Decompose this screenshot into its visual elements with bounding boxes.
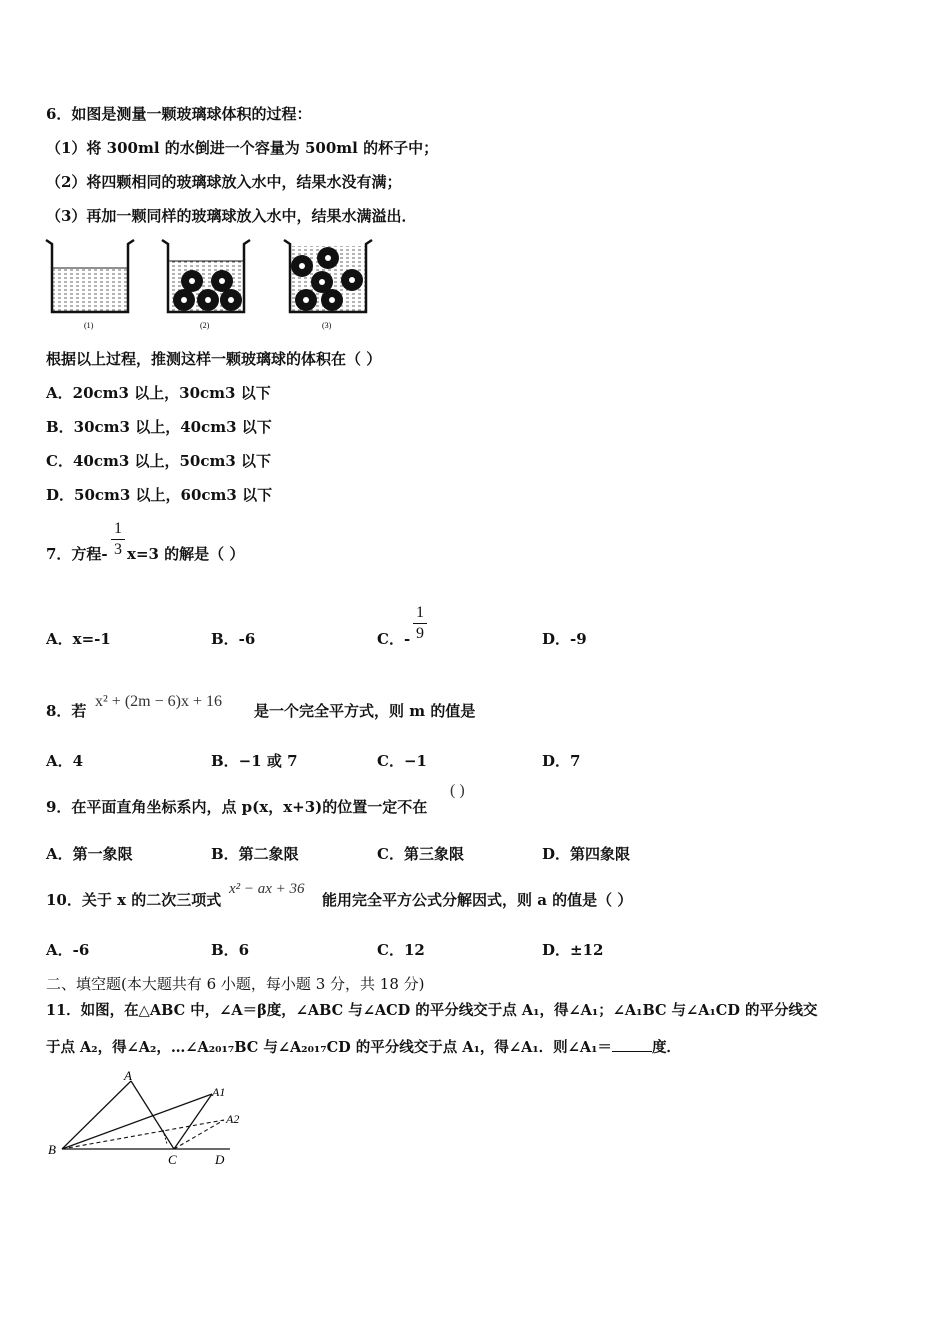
q9-paren: ( ) (450, 782, 465, 799)
label-D: D (215, 1152, 225, 1167)
label-A2: A2 (226, 1112, 240, 1126)
q9-option-b: B．第二象限 (211, 845, 299, 863)
q8-option-d: D．7 (542, 752, 581, 770)
label-A1: A1 (212, 1085, 226, 1099)
q6-option-b: B．30cm3 以上，40cm3 以下 (46, 418, 272, 436)
q6-question: 根据以上过程，推测这样一颗玻璃球的体积在（ ） (46, 350, 382, 368)
q10-option-b: B．6 (211, 941, 250, 959)
beaker-1 (46, 240, 134, 312)
q9-option-a: A．第一象限 (46, 845, 133, 863)
q7-frac-den: 3 (114, 541, 122, 558)
q8-prefix: 8．若 (46, 702, 87, 720)
q11-line2-text: 于点 A₂，得∠A₂，…∠A₂₀₁₇BC 与∠A₂₀₁₇CD 的平分线交于点 A₁，得∠A₁．则∠A₁＝ (46, 1039, 612, 1056)
q8-suffix: 是一个完全平方式，则 m 的值是 (254, 702, 476, 720)
q7-option-c-fraction (413, 604, 427, 643)
q6-option-c: C．40cm3 以上，50cm3 以下 (46, 452, 272, 470)
beaker-label-2: (2) (200, 321, 210, 330)
beaker-label-1: (1) (84, 321, 94, 330)
q10-suffix: 能用完全平方公式分解因式，则 a 的值是（ ） (322, 891, 633, 909)
q10-option-a: A．-6 (46, 941, 90, 959)
q7-option-c-prefix: C．- (377, 630, 411, 648)
q11-line1: 11．如图，在△ABC 中，∠A＝β度，∠ABC 与∠ACD 的平分线交于点 A₁，得∠A₁；∠A₁BC 与∠A₁CD 的平分线交 (46, 1002, 818, 1019)
q11-answer-blank[interactable] (612, 1039, 652, 1052)
label-B: B (48, 1142, 56, 1157)
q11-line2-end: 度． (651, 1039, 681, 1056)
q9-option-c: C．第三象限 (377, 845, 464, 863)
label-A: A (124, 1068, 132, 1083)
q8-option-a: A．4 (46, 752, 84, 770)
q6-step2: （2）将四颗相同的玻璃球放入水中，结果水没有满； (46, 173, 402, 191)
q7-option-a: A．x=-1 (46, 630, 111, 648)
q7-frac-num: 1 (114, 520, 122, 537)
q7-fraction (111, 520, 125, 559)
beaker-2 (162, 240, 250, 312)
q7-prefix: 7．方程- (46, 545, 108, 563)
q10-expression: x² − ax + 36 (229, 881, 305, 897)
q10-option-d: D．±12 (542, 941, 604, 959)
q9-stem: 9．在平面直角坐标系内，点 p(x，x+3)的位置一定不在 (46, 798, 428, 816)
label-C: C (168, 1152, 177, 1167)
q7-suffix: x=3 的解是（ ） (127, 545, 245, 563)
q6-step1: （1）将 300ml 的水倒进一个容量为 500ml 的杯子中； (46, 139, 439, 157)
q11-line2 (46, 1036, 681, 1057)
q6-option-d: D．50cm3 以上，60cm3 以下 (46, 486, 273, 504)
q7-option-d: D．-9 (542, 630, 587, 648)
q6-stem: 6．如图是测量一颗玻璃球体积的过程： (46, 105, 312, 123)
q9-option-d: D．第四象限 (542, 845, 631, 863)
section-2-heading: 二、填空题(本大题共有 6 小题，每小题 3 分，共 18 分) (46, 975, 425, 993)
q10-prefix: 10．关于 x 的二次三项式 (46, 891, 222, 909)
q6-step3: （3）再加一颗同样的玻璃球放入水中，结果水满溢出． (46, 207, 417, 225)
beaker-3 (284, 240, 372, 312)
q7-option-b: B．-6 (211, 630, 256, 648)
q7-optc-num: 1 (416, 604, 424, 621)
q8-option-c: C．−1 (377, 752, 427, 770)
triangle-figure (40, 1068, 260, 1172)
beaker-figure (40, 236, 380, 332)
q6-option-a: A．20cm3 以上，30cm3 以下 (46, 384, 271, 402)
beaker-label-3: (3) (322, 321, 332, 330)
q7-optc-den: 9 (416, 625, 424, 642)
q8-option-b: B．−1 或 7 (211, 752, 298, 770)
q10-option-c: C．12 (377, 941, 425, 959)
q8-expression: x² + (2m − 6)x + 16 (95, 693, 222, 710)
